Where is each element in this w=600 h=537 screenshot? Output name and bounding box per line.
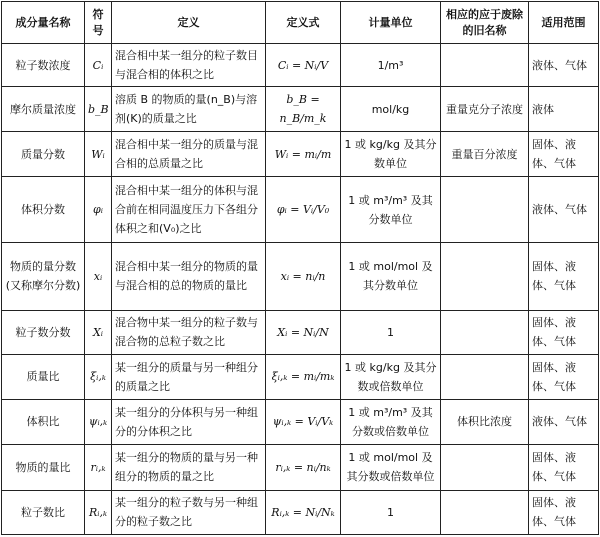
cell-symbol: Xᵢ [85,310,112,354]
header-definition: 定义 [112,2,266,44]
cell-unit: 1 或 m³/m³ 及其分数单位 [341,177,441,243]
cell-old-name [441,490,529,535]
header-name: 成分量名称 [2,2,85,44]
cell-scope: 液体、气体 [529,177,599,243]
cell-unit: mol/kg [341,87,441,131]
cell-formula: rᵢ,ₖ = nᵢ/nₖ [266,445,341,491]
cell-name: 粒子数浓度 [2,44,85,87]
table-row [2,131,599,177]
table-row [2,310,599,354]
cell-name: 摩尔质量浓度 [2,87,85,131]
cell-formula: Wᵢ = mᵢ/m [266,131,341,177]
cell-formula: Xᵢ = Nᵢ/N [266,310,341,354]
cell-definition: 溶质 B 的物质的量(n_B)与溶剂(K)的质量之比 [112,87,266,131]
table-row [2,44,599,87]
header-unit: 计量单位 [341,2,441,44]
cell-old-name: 重量克分子浓度 [441,87,529,131]
cell-name: 粒子数比 [2,490,85,535]
table-body [2,44,599,535]
cell-symbol: rᵢ,ₖ [85,445,112,491]
cell-name: 质量比 [2,355,85,399]
table-row [2,87,599,131]
cell-symbol: Wᵢ [85,131,112,177]
component-quantity-table [1,1,599,535]
cell-old-name [441,445,529,491]
cell-unit: 1 或 kg/kg 及其分数或倍数单位 [341,355,441,399]
cell-old-name [441,177,529,243]
cell-definition: 混合相中某一组分的物质的量与混合相的总的物质的量比 [112,242,266,310]
cell-scope: 液体 [529,87,599,131]
cell-old-name: 重量百分浓度 [441,131,529,177]
cell-name: 粒子数分数 [2,310,85,354]
cell-unit: 1 [341,490,441,535]
cell-old-name: 体积比浓度 [441,399,529,445]
cell-formula: Cᵢ = Nᵢ/V [266,44,341,87]
cell-symbol: xᵢ [85,242,112,310]
cell-formula: xᵢ = nᵢ/n [266,242,341,310]
cell-formula: ξᵢ,ₖ = mᵢ/mₖ [266,355,341,399]
cell-unit: 1 或 mol/mol 及其分数单位 [341,242,441,310]
cell-scope: 固体、液体、气体 [529,242,599,310]
cell-unit: 1/m³ [341,44,441,87]
cell-scope: 固体、液体、气体 [529,355,599,399]
cell-symbol: b_B [85,87,112,131]
cell-definition: 某一组分的物质的量与另一种组分的物质的量之比 [112,445,266,491]
table-row [2,490,599,535]
cell-formula: φᵢ = Vᵢ/V₀ [266,177,341,243]
cell-unit: 1 [341,310,441,354]
table-row [2,445,599,491]
table-header-row [2,2,599,44]
table-row [2,355,599,399]
cell-symbol: ψᵢ,ₖ [85,399,112,445]
cell-unit: 1 或 kg/kg 及其分数单位 [341,131,441,177]
cell-definition: 混合相中某一组分的体积与混合前在相同温度压力下各组分体积之和(V₀)之比 [112,177,266,243]
header-scope: 适用范围 [529,2,599,44]
cell-unit: 1 或 mol/mol 及其分数或倍数单位 [341,445,441,491]
cell-definition: 混合物中某一组分的粒子数与混合物的总粒子数之比 [112,310,266,354]
header-symbol: 符号 [85,2,112,44]
cell-name: 物质的量比 [2,445,85,491]
cell-scope: 液体、气体 [529,399,599,445]
cell-name: 体积分数 [2,177,85,243]
cell-scope: 固体、液体、气体 [529,490,599,535]
cell-symbol: ξᵢ,ₖ [85,355,112,399]
cell-formula: Rᵢ,ₖ = Nᵢ/Nₖ [266,490,341,535]
header-formula: 定义式 [266,2,341,44]
cell-scope: 固体、液体、气体 [529,131,599,177]
cell-definition: 混合相中某一组分的质量与混合相的总质量之比 [112,131,266,177]
table-row [2,242,599,310]
cell-definition: 某一组分的粒子数与另一种组分的粒子数之比 [112,490,266,535]
cell-old-name [441,242,529,310]
cell-symbol: Cᵢ [85,44,112,87]
cell-old-name [441,44,529,87]
cell-name: 物质的量分数(又称摩尔分数) [2,242,85,310]
cell-definition: 某一组分的质量与另一种组分的质量之比 [112,355,266,399]
cell-scope: 固体、液体、气体 [529,445,599,491]
cell-name: 质量分数 [2,131,85,177]
cell-unit: 1 或 m³/m³ 及其分数或倍数单位 [341,399,441,445]
cell-name: 体积比 [2,399,85,445]
header-old-name: 相应的应于废除的旧名称 [441,2,529,44]
cell-formula: b_B = n_B/m_k [266,87,341,131]
table-row [2,177,599,243]
cell-scope: 固体、液体、气体 [529,310,599,354]
cell-formula: ψᵢ,ₖ = Vᵢ/Vₖ [266,399,341,445]
cell-symbol: Rᵢ,ₖ [85,490,112,535]
cell-definition: 混合相中某一组分的粒子数目与混合相的体积之比 [112,44,266,87]
cell-definition: 某一组分的分体积与另一种组分的分体积之比 [112,399,266,445]
table-row [2,399,599,445]
cell-symbol: φᵢ [85,177,112,243]
cell-old-name [441,310,529,354]
cell-scope: 液体、气体 [529,44,599,87]
cell-old-name [441,355,529,399]
